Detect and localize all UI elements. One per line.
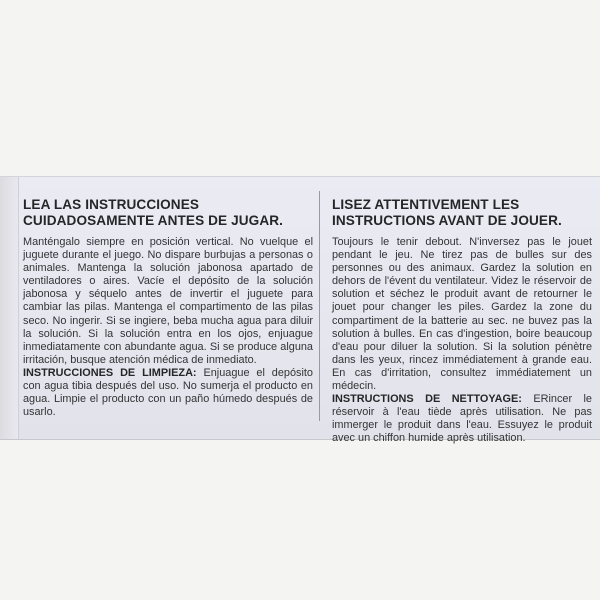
spanish-heading: LEA LAS INSTRUCCIONES CUIDADOSAMENTE ANTES DE JUGAR. xyxy=(23,197,284,228)
french-cleaning-heading: INSTRUCTIONS DE NETTOYAGE: xyxy=(332,393,522,406)
french-column xyxy=(332,197,592,446)
french-body xyxy=(332,236,592,446)
french-cleaning-text: ERincer le réservoir à l'eau tiède après utilisation. Ne pas immerger le produit dans l'eau. Essuyez le produit avec un chiffon humide après utilisation. xyxy=(332,393,592,445)
french-safety-text: Toujours le tenir debout. N'inversez pas le jouet pendant le jeu. Ne tirez pas de bulles sur des personnes ou des animaux. Gardez la solution en dehors de l'évent du ventilateur. Videz le réservoir de solution et séchez le produit avant de retourner le jouet pour changer les piles. Gardez la zone du compartiment de la batterie au sec. ne buvez pas la solution à bulles. En cas d'ingestion, boire beaucoup d'eau pour diluer la solution. Si la solution pénètre dans les yeux, rincez immédiatement à grande eau. En cas d'irritation, consultez immédiatement un médecin. xyxy=(332,236,592,393)
label-edge xyxy=(0,177,19,439)
spanish-cleaning-heading: INSTRUCCIONES DE LIMPIEZA: xyxy=(23,366,197,379)
spanish-safety-text: Manténgalo siempre en posición vertical. No vuelque el juguete durante el juego. No dispare burbujas a personas o animales. Mantenga la solución jabonosa apartado de ventiladores o aires. Vacíe el depósito de la solución jabonosa y séquelo antes de invertir el juguete para cambiar las pilas. Mantenga el compartimento de las pilas seco. No ingerir. Si se ingiere, beba mucha agua para diluir la solución. Si la solución entra en los ojos, enjuague inmediatamente con abundante agua. Si se produce alguna irritación, busque atención médica de inmediato. xyxy=(23,236,313,366)
french-cleaning-paragraph xyxy=(332,393,592,445)
french-heading: LISEZ ATTENTIVEMENT LES INSTRUCTIONS AVANT DE JOUER. xyxy=(332,197,562,228)
spanish-body xyxy=(23,236,313,419)
column-divider xyxy=(319,191,320,421)
spanish-column xyxy=(23,197,313,419)
spanish-cleaning-paragraph xyxy=(23,367,313,419)
instruction-label xyxy=(0,176,600,445)
spanish-cleaning-text: Enjuague el depósito con agua tibia después del uso. No sumerja el producto en agua. Limpie el producto con un paño húmedo después de usarlo. xyxy=(23,366,313,419)
